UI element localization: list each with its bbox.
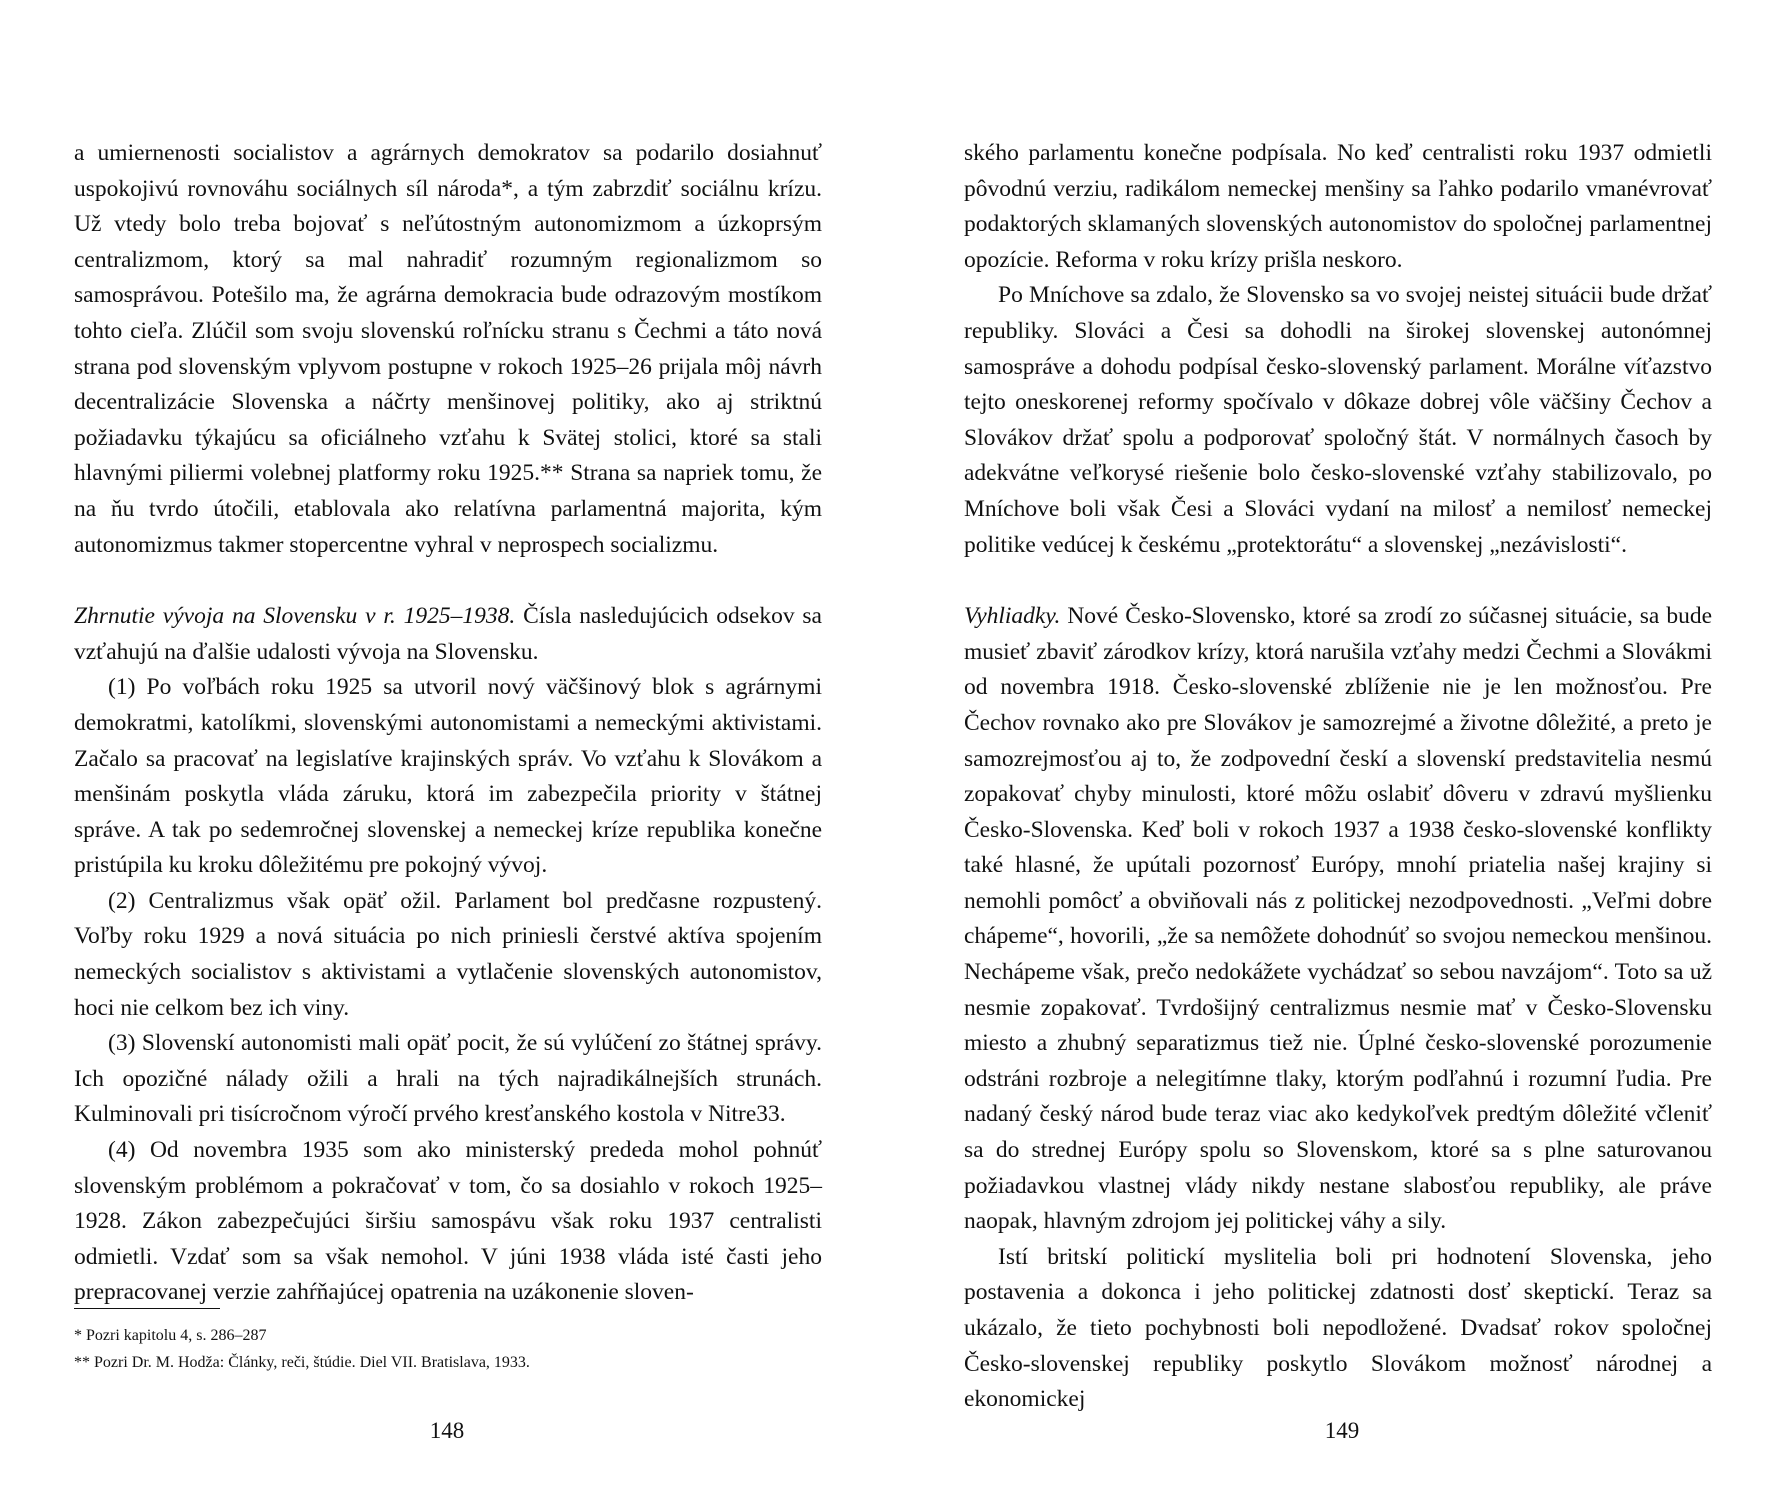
- left-page: [74, 136, 822, 1311]
- section-gap: [964, 563, 1712, 599]
- footnote-rule: [74, 1308, 220, 1309]
- section-intro: Nové Česko-Slovensko, ktoré sa zrodí zo súčasnej situácie, sa bude musieť zbaviť zárodkov krízy, ktorá narušila vzťahy medzi Čechmi a Slovákmi od novembra 1918. Česko-slovenské zblíženie nie je len možnosťou. Pre Čechov rovnako ako pre Slovákov je samozrejmé a životne dôležité, a preto je samozrejmosťou aj to, že zodpovední českí a slovenskí predstavitelia nesmú zopakovať chyby minulosti, ktoré môžu oslabiť dôveru v zdravú myšlienku Česko-Slovenska. Keď boli v rokoch 1937 a 1938 česko-slovenské konflikty také hlasné, že upútali pozornosť Európy, mnohí priatelia našej krajiny si nemohli pomôcť a obviňovali nás z politickej nezodpovednosti. „Veľmi dobre chápeme“, hovorili, „že sa nemôžete dohodnúť so svojou nemeckou menšinou. Nechápeme však, prečo nedokážete vychádzať so sebou navzájom“. Toto sa už nesmie zopakovať. Tvrdošijný centralizmus nesmie mať v Česko-Slovensku miesto a zhubný separatizmus tiež nie. Úplné česko-slovenské porozumenie odstráni rozbroje a nelegitímne tlaky, ktorým podľahnú i rozumní ľudia. Pre nadaný český národ bude teraz viac ako kedykoľvek predtým dôležité včleniť sa do strednej Európy spolu so Slovenskom, ktoré sa s plne saturovanou požiadavkou vlastnej vlády nikdy nestane slabosťou republiky, ale práve naopak, hlavným zdrojom jej politickej váhy a sily.: [964, 603, 1712, 1235]
- section-heading: Vyhliadky.: [964, 603, 1061, 630]
- left-section-paragraph: [74, 599, 822, 670]
- section-gap: [74, 563, 822, 599]
- left-paragraph-continuation: a umiernenosti socialistov a agrárnych demokratov sa podarilo dosiahnuť uspokojivú rovnováhu sociálnych síl národa*, a tým zabrzdiť sociálnu krízu. Už vtedy bolo treba bojovať s neľútostným autonomizmom a úzkoprsým centralizmom, ktorý sa mal nahradiť rozumným regionalizmom so samosprávou. Potešilo ma, že agrárna demokracia bude odrazovým mostíkom tohto cieľa. Zlúčil som svoju slovenskú roľnícku stranu s Čechmi a táto nová strana pod slovenským vplyvom postupne v rokoch 1925–26 prijala môj návrh decentralizácie Slovenska a náčrty menšinovej politiky, ako aj striktnú požiadavku týkajúcu sa oficiálneho vzťahu k Svätej stolici, ktoré sa stali hlavnými piliermi volebnej platformy roku 1925.** Strana sa napriek tomu, že na ňu tvrdo útočili, etablovala ako relatívna parlamentná majorita, kým autonomizmus takmer stopercentne vyhral v neprospech socializmu.: [74, 140, 822, 558]
- right-paragraph-continuation: ského parlamentu konečne podpísala. No keď centralisti roku 1937 odmietli pôvodnú verziu, radikálom nemeckej menšiny sa ľahko podarilo vmanévrovať podaktorých sklamaných slovenských autonomistov do spoločnej parlamentnej opozície. Reforma v roku krízy prišla neskoro.: [964, 140, 1712, 273]
- page-number-left: 148: [429, 1418, 465, 1443]
- numbered-paragraph-3: (3) Slovenskí autonomisti mali opäť pocit, že sú vylúčení zo štátnej správy. Ich opozičné nálady ožili a hrali na tých najradikálnejších strunách. Kulminovali pri tisícročnom výročí prvého kresťanského kostola v Nitre33.: [74, 1030, 822, 1128]
- right-paragraph-munich: Po Mníchove sa zdalo, že Slovensko sa vo svojej neistej situácii bude držať republiky. Slováci a Česi sa dohodli na širokej slovenskej autonómnej samospráve a dohodu podpísal česko-slovenský parlament. Morálne víťazstvo tejto oneskorenej reformy spočívalo v dôkaze dobrej vôle väčšiny Čechov a Slovákov držať spolu a podporovať spoločný štát. V normálnych časoch by adekvátne veľkorysé riešenie bolo česko-slovenské vzťahy stabilizovalo, po Mníchove boli však Česi a Slováci vydaní na milosť a nemilosť nemeckej politike vedúcej k českému „protektorátu“ a slovenskej „nezávislosti“.: [964, 282, 1712, 558]
- numbered-paragraph-1: (1) Po voľbách roku 1925 sa utvoril nový väčšinový blok s agrárnymi demokratmi, katolíkmi, slovenskými autonomistami a nemeckými aktivistami. Začalo sa pracovať na legislatíve krajinských správ. Vo vzťahu k Slovákom a menšinám poskytla vláda záruku, ktorá im zabezpečila priority v štátnej správe. A tak po sedemročnej slovenskej a nemeckej kríze republika konečne pristúpila ku kroku dôležitému pre pokojný vývoj.: [74, 674, 822, 879]
- footnotes: [74, 1322, 822, 1376]
- page-number-right: 149: [1324, 1418, 1360, 1443]
- numbered-paragraph-2: (2) Centralizmus však opäť ožil. Parlament bol predčasne rozpustený. Voľby roku 1929 a nová situácia po nich priniesli čerstvé aktíva spojením nemeckých socialistov s aktivistami a vytlačenie slovenských autonomistov, hoci nie celkom bez ich viny.: [74, 887, 822, 1021]
- right-paragraph-british: Istí britskí politickí myslitelia boli pri hodnotení Slovenska, jeho postavenia a dokonca i jeho politickej zdatnosti dosť skeptickí. Teraz sa ukázalo, že tieto pochybnosti boli nepodložené. Dvadsať rokov spoločnej Česko-slovenskej republiky poskytlo Slovákom možnosť národnej a ekonomickej: [964, 1243, 1712, 1413]
- footnote-2: ** Pozri Dr. M. Hodža: Články, reči, štúdie. Diel VII. Bratislava, 1933.: [74, 1354, 530, 1371]
- numbered-paragraph-4: (4) Od novembra 1935 som ako ministerský prededa mohol pohnúť slovenským problémom a pokračovať v tom, čo sa dosiahlo v rokoch 1925–1928. Zákon zabezpečujúci širšiu samospávu však roku 1937 centralisti odmietli. Vzdať som sa však nemohol. V júni 1938 vláda isté časti jeho prepracovanej verzie zahŕňajúcej opatrenia na uzákonenie sloven-: [74, 1137, 822, 1306]
- section-heading: Zhrnutie vývoja na Slovensku v r. 1925–1938.: [74, 603, 516, 630]
- footnote-1: * Pozri kapitolu 4, s. 286–287: [74, 1327, 267, 1344]
- right-section-paragraph: [964, 599, 1712, 1240]
- right-page: [964, 136, 1712, 1418]
- section-intro: Čísla nasledujúcich odsekov sa vzťahujú na ďalšie udalosti vývoja na Slovensku.: [74, 603, 822, 665]
